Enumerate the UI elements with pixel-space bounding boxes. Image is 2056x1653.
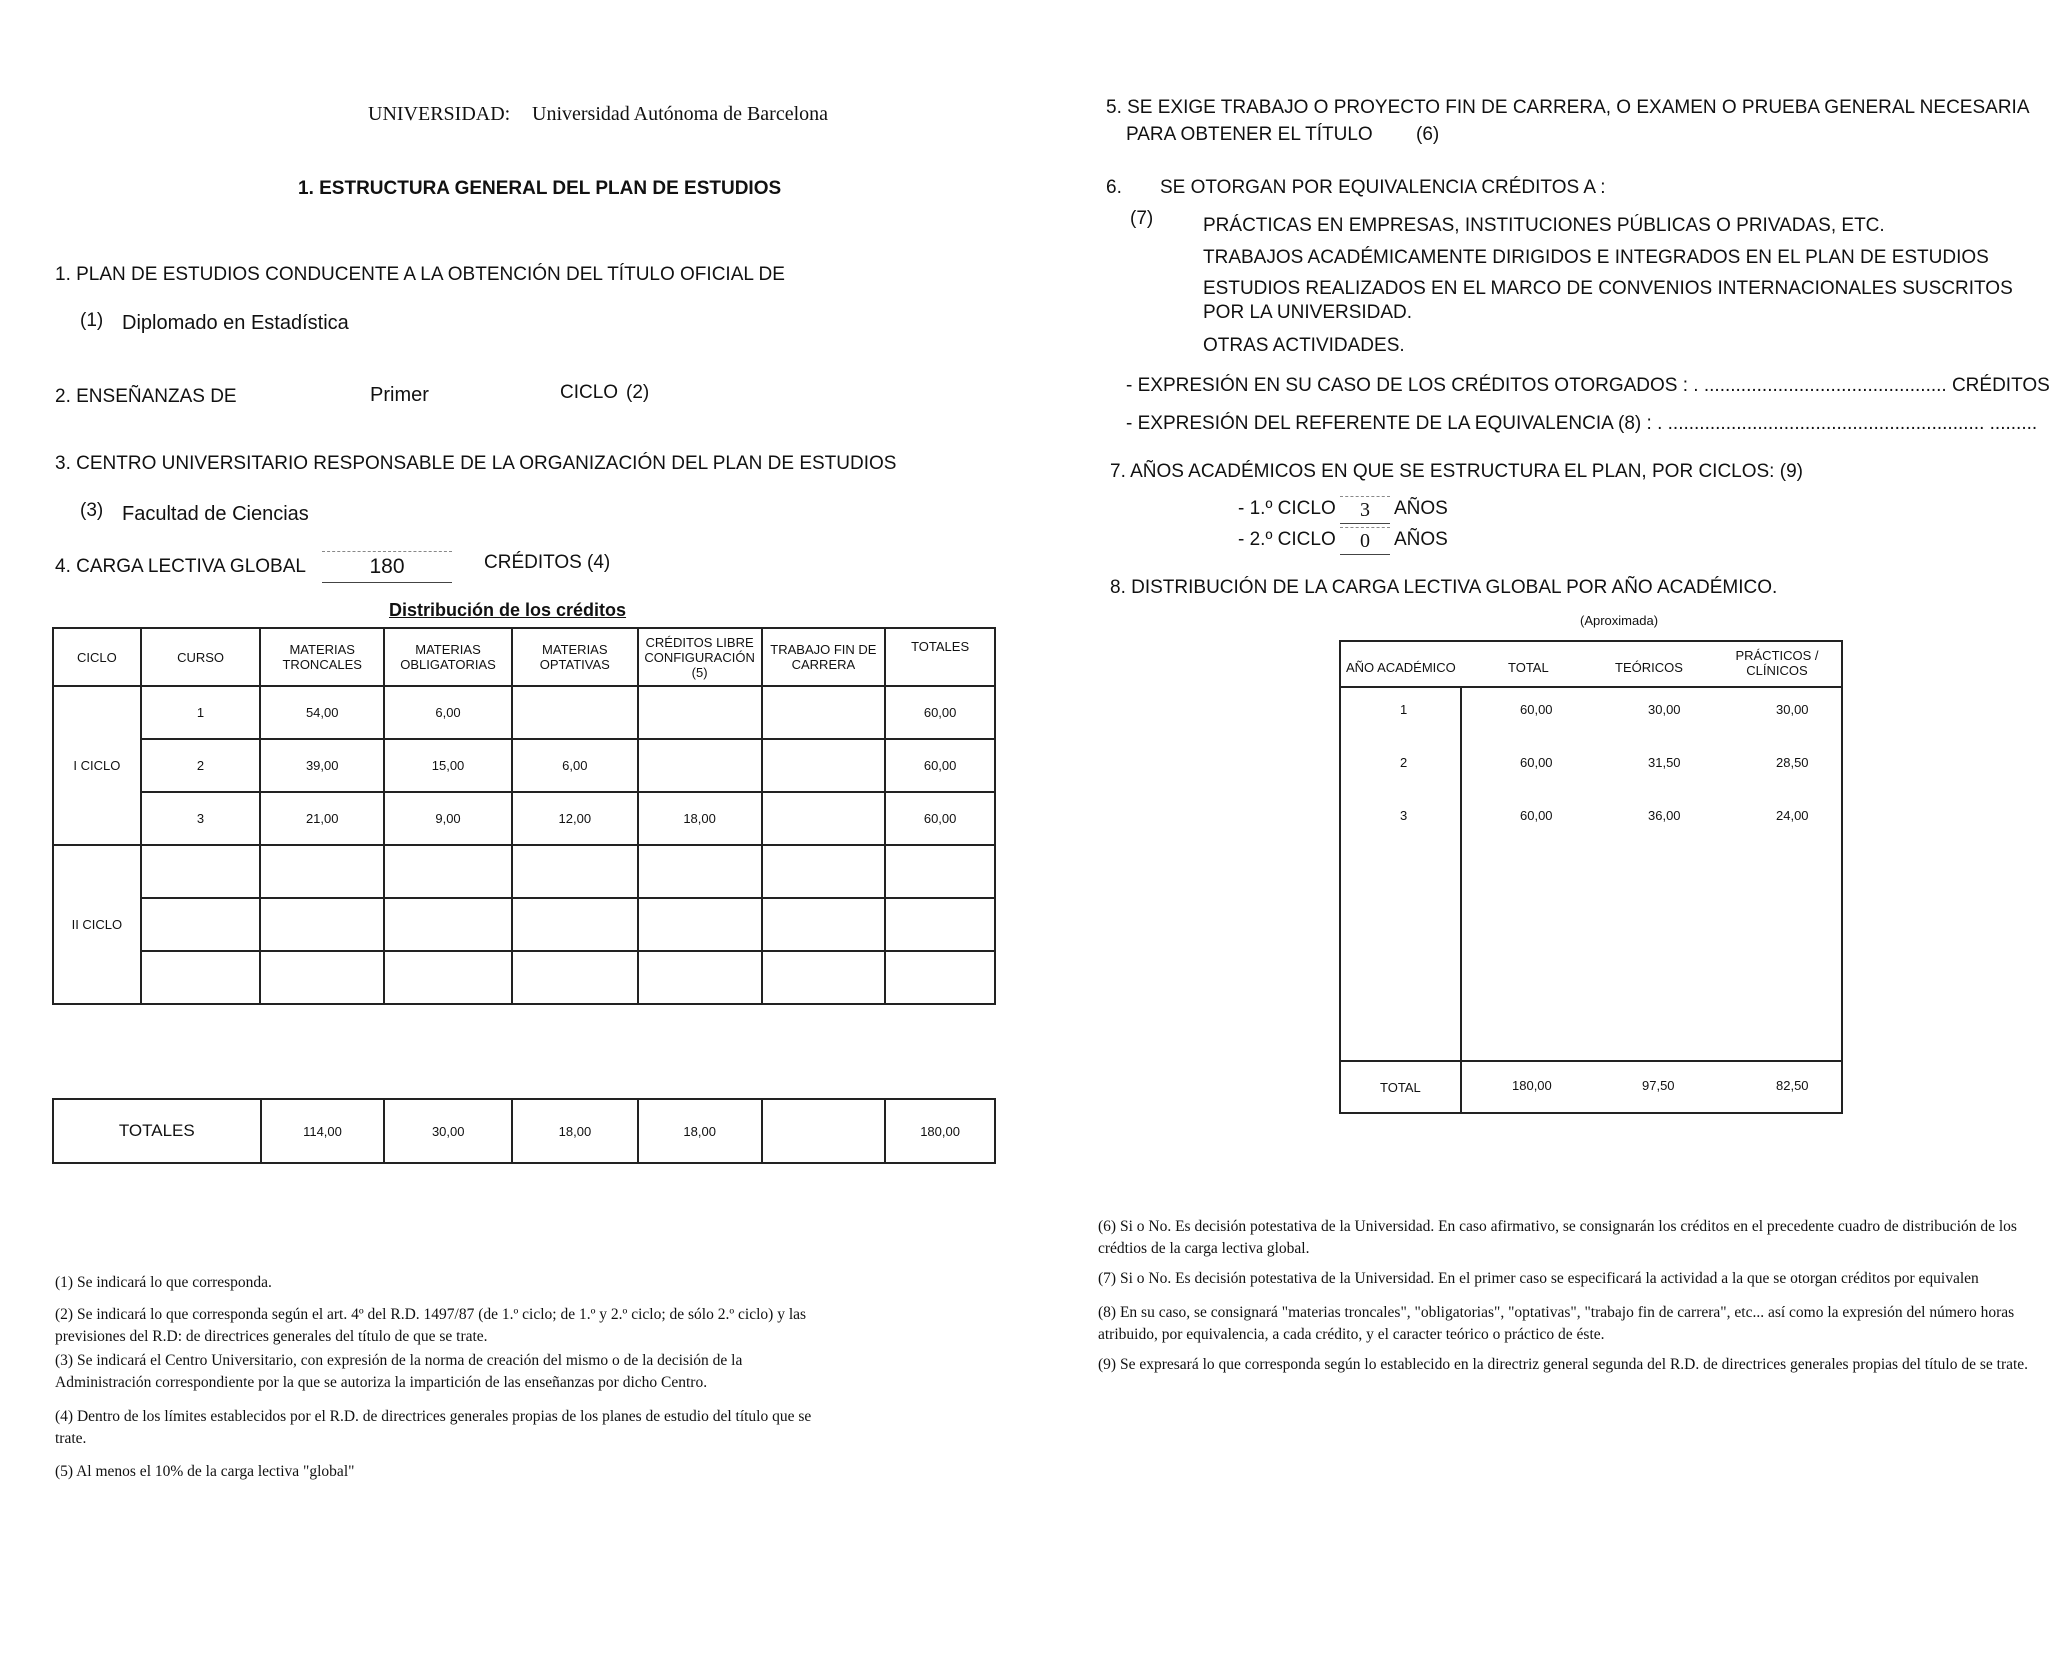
year-cell: 60,00	[1520, 702, 1553, 717]
year-cell: 31,50	[1648, 755, 1681, 770]
col-header: CRÉDITOS LIBRE CONFIGURACIÓN (5)	[638, 628, 762, 686]
item-6-note: (7)	[1130, 208, 1154, 229]
year-distribution-table	[1339, 640, 1843, 1114]
university-name: Universidad Autónoma de Barcelona	[532, 103, 829, 125]
footnote: (5) Al menos el 10% de la carga lectiva "global"	[55, 1463, 355, 1480]
year-cell: 60,00	[1520, 755, 1553, 770]
cell: 54,00	[260, 686, 384, 739]
col-header: MATERIAS TRONCALES	[260, 628, 384, 686]
credits-distribution-table	[52, 627, 996, 1005]
table-row	[53, 845, 995, 898]
cell: 18,00	[638, 1099, 762, 1163]
item-1-text: 1. PLAN DE ESTUDIOS CONDUCENTE A LA OBTENCIÓN DEL TÍTULO OFICIAL DE	[55, 264, 785, 285]
year-col-header: PRÁCTICOS / CLÍNICOS	[1735, 648, 1819, 678]
option-otras: OTRAS ACTIVIDADES.	[1203, 335, 1405, 356]
ciclo-label: I CICLO	[53, 686, 141, 845]
item-5-note: (6)	[1416, 124, 1440, 145]
table-row	[53, 951, 995, 1004]
cycle-value: Primer	[370, 384, 429, 406]
year-cell: 1	[1400, 702, 1408, 717]
footnote: (8) En su caso, se consignará "materias troncales", "obligatorias", "optativas", "trabajo fin de carrera", etc... así como la expresión del número horas atribuido, por equivalencia, a cada crédito, y el caracter teórico o práctico de éste.	[1098, 1304, 2015, 1343]
totals-table	[52, 1098, 996, 1164]
cell: 60,00	[885, 686, 995, 739]
item-4-note: (4)	[587, 552, 611, 573]
item-7-text: 7. AÑOS ACADÉMICOS EN QUE SE ESTRUCTURA EL PLAN, POR CICLOS: (9)	[1110, 461, 1803, 482]
option-practicas: PRÁCTICAS EN EMPRESAS, INSTITUCIONES PÚBLICAS O PRIVADAS, ETC.	[1203, 215, 1885, 236]
totals-row	[53, 1099, 995, 1163]
faculty-name: Facultad de Ciencias	[122, 503, 309, 525]
option-trabajos: TRABAJOS ACADÉMICAMENTE DIRIGIDOS E INTEGRADOS EN EL PLAN DE ESTUDIOS	[1203, 247, 1989, 268]
table-header-row	[53, 628, 995, 686]
item-2-suffix: CICLO	[560, 382, 619, 403]
ciclo-label: II CICLO	[53, 845, 141, 1004]
expression-credits: - EXPRESIÓN EN SU CASO DE LOS CRÉDITOS OTORGADOS : . .............................................. CRÉDITOS	[1126, 375, 2050, 396]
university-label: UNIVERSIDAD:	[368, 103, 511, 125]
cell	[638, 686, 762, 739]
cell: 114,00	[261, 1099, 385, 1163]
cell: 60,00	[885, 739, 995, 792]
divider	[1460, 686, 1462, 1112]
cell: 60,00	[885, 792, 995, 845]
item-6-text: SE OTORGAN POR EQUIVALENCIA CRÉDITOS A :	[1160, 177, 1606, 198]
item-3-text: 3. CENTRO UNIVERSITARIO RESPONSABLE DE LA ORGANIZACIÓN DEL PLAN DE ESTUDIOS	[55, 453, 897, 474]
item-2-note: (2)	[626, 382, 650, 403]
cell: 180,00	[885, 1099, 995, 1163]
cell: 18,00	[512, 1099, 638, 1163]
cell: 18,00	[638, 792, 762, 845]
cell	[762, 686, 886, 739]
table-row	[53, 792, 995, 845]
item-4-label: 4. CARGA LECTIVA GLOBAL	[55, 556, 306, 577]
item-8-text: 8. DISTRIBUCIÓN DE LA CARGA LECTIVA GLOBAL POR AÑO ACADÉMICO.	[1110, 577, 1778, 598]
option-estudios-line1: ESTUDIOS REALIZADOS EN EL MARCO DE CONVENIOS INTERNACIONALES SUSCRITOS	[1203, 278, 2013, 299]
footnote: (3) Se indicará el Centro Universitario, con expresión de la norma de creación del mismo o de la decisión de la Administración correspondiente por la que se autoriza la impartición de las enseñanzas por dicho Centro.	[55, 1352, 743, 1391]
divider	[1339, 686, 1841, 688]
year-cell: 28,50	[1776, 755, 1809, 770]
item-8-sub: (Aproximada)	[1580, 613, 1659, 628]
year-cell: 36,00	[1648, 808, 1681, 823]
cell: 21,00	[260, 792, 384, 845]
year-cell: 30,00	[1648, 702, 1681, 717]
year-cell: 24,00	[1776, 808, 1809, 823]
year-total-label: TOTAL	[1380, 1080, 1421, 1095]
year-col-header: AÑO ACADÉMICO	[1346, 660, 1456, 675]
ciclo1-anos: AÑOS	[1394, 498, 1448, 519]
year-cell: 30,00	[1776, 702, 1809, 717]
cell: 2	[141, 739, 261, 792]
item-5-line2: PARA OBTENER EL TÍTULO	[1126, 124, 1373, 145]
footnote: (4) Dentro de los límites establecidos por el R.D. de directrices generales propias de los planes de estudio del título que se trate.	[55, 1408, 812, 1447]
footnote: (9) Se expresará lo que corresponda según lo establecido en la directriz general segunda del R.D. de directrices generales propias del título de se trate.	[1098, 1356, 2029, 1373]
ciclo2-years: 0	[1340, 527, 1390, 555]
col-header: CURSO	[141, 628, 261, 686]
col-header: CICLO	[53, 628, 141, 686]
col-header: TRABAJO FIN DE CARRERA	[762, 628, 886, 686]
year-col-header: TOTAL	[1508, 660, 1549, 675]
item-1-note: (1)	[80, 310, 104, 331]
year-cell: 3	[1400, 808, 1408, 823]
year-cell: 2	[1400, 755, 1408, 770]
cell: 1	[141, 686, 261, 739]
item-3-note: (3)	[80, 500, 104, 521]
distribution-title: Distribución de los créditos	[389, 600, 627, 620]
divider	[1339, 1060, 1841, 1062]
section-heading: 1. ESTRUCTURA GENERAL DEL PLAN DE ESTUDIOS	[298, 178, 782, 199]
year-cell: 97,50	[1642, 1078, 1675, 1093]
cell	[762, 792, 886, 845]
expression-reference: - EXPRESIÓN DEL REFERENTE DE LA EQUIVALENCIA (8) : . ............................................................ .........	[1126, 413, 2038, 434]
cell	[762, 1099, 886, 1163]
cell: 6,00	[384, 686, 512, 739]
item-6-label: 6.	[1106, 177, 1122, 198]
cell: 9,00	[384, 792, 512, 845]
col-header: MATERIAS OPTATIVAS	[512, 628, 638, 686]
ciclo2-anos: AÑOS	[1394, 529, 1448, 550]
cell: 39,00	[260, 739, 384, 792]
year-cell: 180,00	[1512, 1078, 1552, 1093]
cell: 12,00	[512, 792, 638, 845]
footnote: (7) Si o No. Es decisión potestativa de la Universidad. En el primer caso se especificará la actividad a la que se otorgan créditos por equivalen	[1098, 1270, 1979, 1287]
col-header: TOTALES	[885, 628, 995, 686]
cell: 3	[141, 792, 261, 845]
footnote: (2) Se indicará lo que corresponda según el art. 4º del R.D. 1497/87 (de 1.º ciclo; de 1.º y 2.º ciclo; de sólo 2.º ciclo) y las previsiones del R.D: de directrices generales del título de que se trate.	[55, 1306, 807, 1345]
footnote: (6) Si o No. Es decisión potestativa de la Universidad. En caso afirmativo, se consignarán los créditos en el precedente cuadro de distribución de los crédtios de la carga lectiva global.	[1098, 1218, 2017, 1257]
year-col-header: TEÓRICOS	[1615, 660, 1683, 675]
table-row	[53, 686, 995, 739]
col-header: MATERIAS OBLIGATORIAS	[384, 628, 512, 686]
item-2-label: 2. ENSEÑANZAS DE	[55, 386, 237, 407]
totals-label: TOTALES	[53, 1099, 261, 1163]
year-cell: 60,00	[1520, 808, 1553, 823]
item-5-line1: 5. SE EXIGE TRABAJO O PROYECTO FIN DE CARRERA, O EXAMEN O PRUEBA GENERAL NECESARIA	[1106, 97, 2030, 118]
cell	[762, 739, 886, 792]
cell: 6,00	[512, 739, 638, 792]
cell: 15,00	[384, 739, 512, 792]
footnote: (1) Se indicará lo que corresponda.	[55, 1274, 272, 1291]
ciclo1-label: - 1.º CICLO	[1238, 498, 1336, 519]
total-credits-value: 180	[322, 551, 452, 583]
degree-title: Diplomado en Estadística	[122, 312, 349, 334]
option-estudios-line2: POR LA UNIVERSIDAD.	[1203, 302, 1413, 323]
table-row	[53, 898, 995, 951]
ciclo2-label: - 2.º CICLO	[1238, 529, 1336, 550]
item-4-suffix: CRÉDITOS	[484, 552, 582, 573]
cell	[512, 686, 638, 739]
cell: 30,00	[384, 1099, 512, 1163]
cell	[638, 739, 762, 792]
ciclo1-years: 3	[1340, 496, 1390, 524]
year-cell: 82,50	[1776, 1078, 1809, 1093]
table-row	[53, 739, 995, 792]
